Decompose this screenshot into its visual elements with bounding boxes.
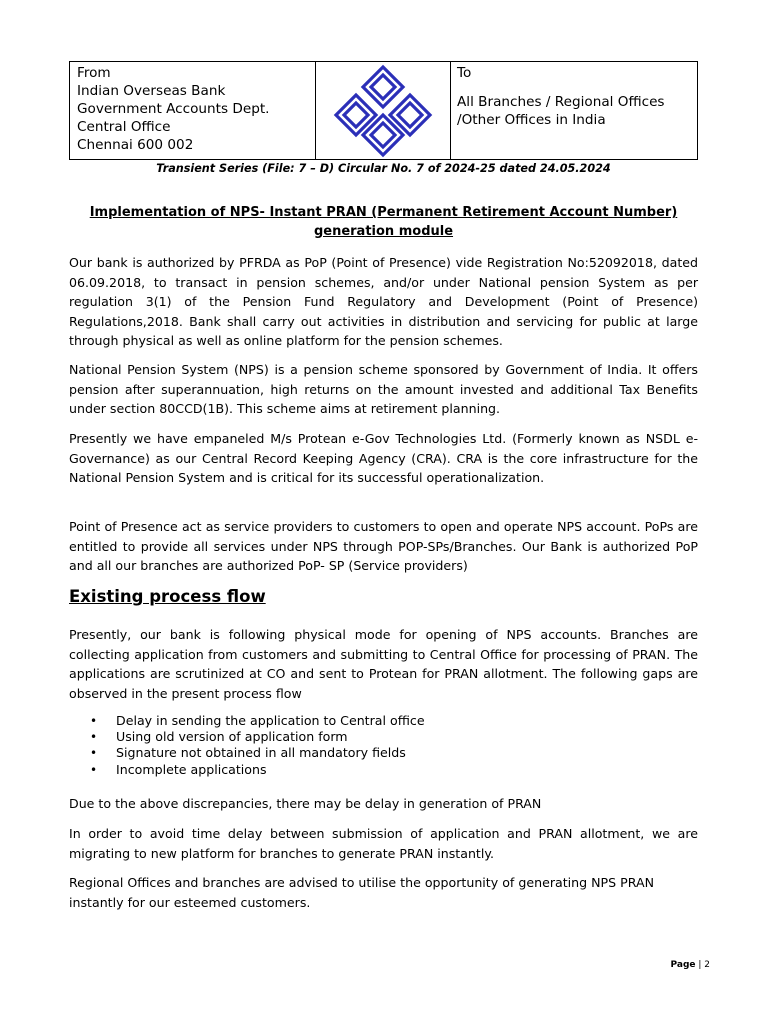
from-line: Central Office: [77, 119, 171, 135]
section-heading: Existing process flow: [69, 587, 266, 606]
bullet-icon: •: [90, 746, 98, 761]
list-item: • Incomplete applications: [90, 761, 267, 777]
page-label: Page: [670, 960, 696, 970]
title-line: generation module: [313, 224, 454, 239]
to-label: To: [457, 65, 472, 81]
from-cell: [70, 62, 316, 159]
list-item: • Using old version of application form: [90, 729, 348, 745]
from-line: Government Accounts Dept.: [77, 101, 270, 117]
bullet-icon: •: [90, 730, 98, 745]
logo-diamond-bottom-inner: [371, 123, 395, 147]
to-cell: [451, 62, 697, 159]
header-table: [69, 61, 698, 160]
to-line: All Branches / Regional Offices: [457, 94, 665, 110]
paragraph-advice: Regional Offices and branches are advised to utilise the opportunity of generating NPS PRAN instantly for our esteemed customers.: [69, 875, 655, 910]
circular-series-line: Transient Series (File: 7 – D) Circular No. 7 of 2024-25 dated 24.05.2024: [156, 162, 611, 175]
paragraph-pop: Point of Presence act as service providers to customers to open and operate NPS account. PoPs are entitled to provide all services under NPS through POP-SPs/Branches. Our Bank is authorized PoP and all our branches are authorized PoP- SP (Service providers): [69, 519, 698, 573]
from-line: From: [77, 65, 111, 81]
title-line: Implementation of NPS- Instant PRAN (Permanent Retirement Account Number): [89, 205, 678, 220]
paragraph-migration: In order to avoid time delay between submission of application and PRAN allotment, we are migrating to new platform for branches to generate PRAN instantly.: [69, 826, 698, 861]
paragraph-discrepancies: Due to the above discrepancies, there may be delay in generation of PRAN: [69, 796, 542, 811]
from-line: Chennai 600 002: [77, 137, 194, 153]
circular-title: [69, 203, 698, 241]
gaps-list: [69, 713, 698, 778]
from-line: Indian Overseas Bank: [77, 83, 226, 99]
page-footer: [671, 960, 710, 970]
paragraph-process: Presently, our bank is following physical mode for opening of NPS accounts. Branches are collecting application from customers and submitting to Central Office for processing of PRAN. The applications are scrutinized at CO and sent to Protean for PRAN allotment. The following gaps are observed in the present process flow: [69, 627, 698, 701]
page-separator: |: [695, 960, 705, 970]
paragraph-nps: National Pension System (NPS) is a pension scheme sponsored by Government of India. It offers pension after superannuation, high returns on the amount invested and additional Tax Benefits under section 80CCD(1B). This scheme aims at retirement planning.: [69, 362, 698, 416]
logo-diamond-top-inner: [371, 75, 395, 99]
bullet-icon: •: [90, 714, 98, 728]
bullet-icon: •: [90, 762, 98, 777]
page-number: 2: [704, 960, 710, 970]
logo-cell: [316, 62, 451, 159]
iob-logo-icon: [328, 63, 438, 159]
list-item: • Signature not obtained in all mandatory fields: [90, 745, 406, 761]
to-line: /Other Offices in India: [457, 112, 606, 128]
paragraph-pfrda: Our bank is authorized by PFRDA as PoP (Point of Presence) vide Registration No:52092018, dated 06.09.2018, to transact in pension schemes, and/or under National pension System as per regulation 3(1) of the Pension Fund Regulatory and Development (Point of Presence) Regulations,2018. Bank shall carry out activities in distribution and servicing for public at large through physical as well as online platform for the pension schemes.: [69, 255, 698, 348]
logo-diamond-right-inner: [398, 103, 422, 127]
paragraph-cra: Presently we have empaneled M/s Protean e-Gov Technologies Ltd. (Formerly known as NSDL e-Governance) as our Central Record Keeping Agency (CRA). CRA is the core infrastructure for the National Pension System and is critical for its successful operationalization.: [69, 431, 698, 485]
list-item: • Delay in sending the application to Central office: [90, 713, 425, 728]
logo-diamond-left-inner: [344, 103, 368, 127]
